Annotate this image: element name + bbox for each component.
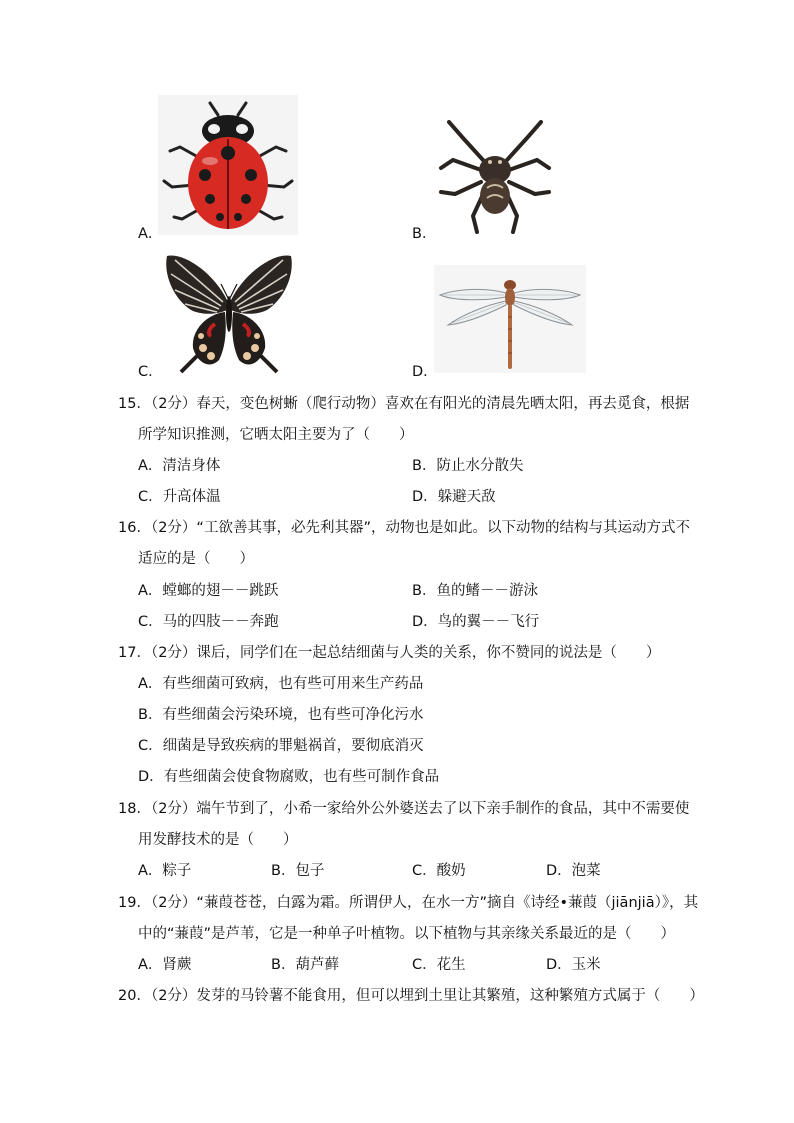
question-text-line: 用发酵技术的是（ ） [138,832,298,848]
question-text-line: （2分）春天，变色树蜥（爬行动物）喜欢在有阳光的清晨先晒太阳，再去觅食，根据 [150,396,690,412]
option-d-label: D． [412,364,438,380]
butterfly-image [163,252,295,374]
option-c: C．细菌是导致疾病的罪魁祸首，要彻底消灭 [138,738,424,754]
option-c: C．花生 [412,957,466,973]
question-number: 20． [118,988,151,1004]
question-text-line: （2分）“工欲善其事，必先利其器”，动物也是如此。以下动物的结构与其运动方式不 [150,520,690,536]
option-b: B．防止水分散失 [412,458,524,474]
question-text-line: 所学知识推测，它晒太阳主要为了（ ） [138,427,414,443]
question-15 [118,394,689,414]
option-b-label: B． [412,226,437,242]
option-d: D．躲避天敌 [412,489,496,505]
option-b: B．包子 [271,863,325,879]
option-a-label: A． [138,226,163,242]
question-text-line: （2分）课后，同学们在一起总结细菌与人类的关系，你不赞同的说法是（ ） [150,645,661,661]
question-16 [118,518,690,538]
question-number: 19． [118,895,151,911]
option-b: B．有些细菌会污染环境，也有些可净化污水 [138,707,424,723]
dragonfly-image [434,265,586,373]
option-b: B．葫芦藓 [271,957,339,973]
option-a: A．有些细菌可致病，也有些可用来生产药品 [138,676,424,692]
option-d: D．鸟的翼－－飞行 [412,614,540,630]
option-c: C．升高体温 [138,489,221,505]
option-d: D．玉米 [546,957,601,973]
question-text-line: （2分）端午节到了，小希一家给外公外婆送去了以下亲手制作的食品，其中不需要使 [150,801,690,817]
ladybug-image [158,95,298,235]
question-17 [118,643,660,663]
option-c: C．马的四肢－－奔跑 [138,614,279,630]
question-number: 15． [118,396,151,412]
option-a: A．粽子 [138,863,192,879]
question-text-line: 中的“蒹葭”是芦苇，它是一种单子叶植物。以下植物与其亲缘关系最近的是（ ） [138,926,676,942]
question-19 [118,893,698,913]
option-c-label: C． [138,364,163,380]
option-a: A．清洁身体 [138,458,221,474]
question-number: 18． [118,801,151,817]
option-c: C．酸奶 [412,863,466,879]
option-b: B．鱼的鳍－－游泳 [412,583,538,599]
question-number: 16． [118,520,151,536]
question-text-line: 适应的是（ ） [138,551,254,567]
option-a: A．肾蕨 [138,957,192,973]
question-20 [118,986,704,1006]
question-text-line: （2分）“蒹葭苍苍，白露为霜。所谓伊人，在水一方”摘自《诗经•蒹葭（jiānjiā）》，其 [150,895,699,911]
question-number: 17． [118,645,151,661]
option-a: A．螳螂的翅－－跳跃 [138,583,279,599]
option-d: D．泡菜 [546,863,601,879]
question-18 [118,799,689,819]
option-d: D．有些细菌会使食物腐败，也有些可制作食品 [138,769,440,785]
spider-image [435,120,555,235]
question-text-line: （2分）发芽的马铃薯不能食用，但可以埋到土里让其繁殖，这种繁殖方式属于（ ） [150,988,704,1004]
